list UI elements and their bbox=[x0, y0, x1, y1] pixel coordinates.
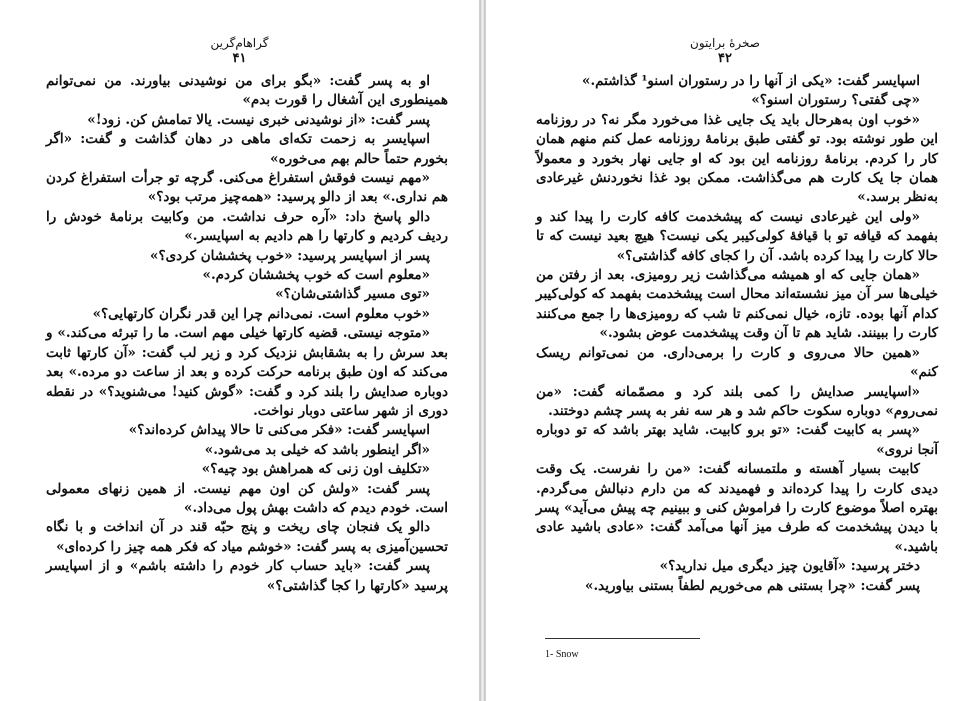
paragraph: «خوب معلوم است. نمی‌دانم چرا این قدر نگران کارتهایی؟» bbox=[92, 305, 430, 322]
page-number: ۴۱ bbox=[232, 51, 247, 66]
paragraph: «معلوم است که خوب پخششان کردم.» bbox=[202, 267, 430, 284]
page-number: ۴۲ bbox=[718, 51, 732, 66]
paragraph: پسر گفت: «چرا بستنی هم می‌خوریم لطفاً بستنی بیاورید.» bbox=[585, 577, 920, 594]
footnote: 1- Snow bbox=[545, 649, 579, 660]
paragraph: «ولی این غیرعادی نیست که پیشخدمت کافه کارت را پیدا کند و بفهمد که قیافه تو با قیافهٔ کولی‌کیبر یکی نیست؟ هیچ بعید نیست که تا حالا کارت را پیدا کرده باشد. آن را کجای کافه گذاشتی؟» bbox=[536, 208, 938, 264]
paragraph: «تکلیف اون زنی که همراهش بود چیه؟» bbox=[201, 461, 430, 478]
paragraph: «اگر اینطور باشد که خیلی بد می‌شود.» bbox=[204, 441, 430, 458]
paragraph: او به پسر گفت: «بگو برای من نوشیدنی بیاورند. من نمی‌توانم همینطوری این آشغال را قورت بدم» bbox=[46, 73, 448, 109]
paragraph: «همان جایی که او همیشه می‌گذاشت زیر رومیزی. بعد از رفتن من خیلی‌ها سر آن میز نشسته‌اند محال است پیشخدمت بفهمد که کولی‌کیبر کدام آنها بوده. تازه، خیال نمی‌کنم تا شب که رومیزی‌ها را جمع می‌کنند کارت را ببینند. شاید هم تا آن وقت پیشخدمت عوض بشود.» bbox=[536, 267, 938, 342]
footnote-rule bbox=[545, 638, 700, 639]
body-text bbox=[46, 72, 448, 596]
paragraph: پسر گفت: «باید حساب کار خودم را داشته باشم» و از اسپایسر پرسید «کارتها را کجا گذاشتی؟» bbox=[46, 558, 448, 594]
paragraph: پسر گفت: «از نوشیدنی خبری نیست. یالا تمامش کن. زود!» bbox=[87, 111, 430, 128]
paragraph: اسپایسر گفت: «یکی از آنها را در رستوران اسنو¹ گذاشتم.» bbox=[582, 73, 920, 89]
paragraph: «متوجه نیستی. قضیه کارتها خیلی مهم است. ما را تبرئه می‌کند.» و بعد سرش را به بشقابش نزدیک کرد و زیر لب گفت: «آن کارتها ثابت می‌کند که اون طبق برنامه حرکت کرده و بعد از ساعت دو مرده.» بعد دوباره صدایش را بلند کرد و گفت: «گوش کنید! می‌شنوید؟» در نقطه دوری از شهر ساعتی دوبار نواخت. bbox=[46, 325, 448, 419]
paragraph: پسر از اسپایسر پرسید: «خوب پخششان کردی؟» bbox=[150, 247, 430, 264]
paragraph: دالو یک فنجان چای ریخت و پنج حبّه قند در آن انداخت و با نگاه تحسین‌آمیزی به پسر گفت: «خوشم میاد که فکر همه چیز را کرده‌ای» bbox=[46, 519, 448, 555]
body-text bbox=[536, 72, 938, 596]
paragraph: اسپایسر به زحمت تکه‌ای ماهی در دهان گذاشت و گفت: «اگر بخورم حتماً حالم بهم می‌خوره» bbox=[46, 131, 448, 167]
paragraph: «چی گفتی؟ رستوران اسنو؟» bbox=[751, 92, 920, 109]
paragraph: «همین حالا می‌روی و کارت را برمی‌داری. من نمی‌توانم ریسک کنم» bbox=[536, 344, 938, 381]
paragraph: دالو پاسخ داد: «آره حرف نداشت. من وکابیت برنامهٔ خودش را ردیف کردیم و کارتها را هم دادیم به اسپایسر.» bbox=[46, 208, 448, 245]
paragraph: «اسپایسر صدایش را کمی بلند کرد و مصمّمانه گفت: «من نمی‌روم» دوباره سکوت حاکم شد و هر سه نفر به پسر چشم دوختند. bbox=[536, 383, 938, 419]
paragraph: کابیت بسیار آهسته و ملتمسانه گفت: «من را نفرست. یک وقت دیدی کارت را پیدا کرده‌اند و فهمیدند که من دارم دنبالش می‌گردم. بهتره اصلاً موضوع کارت را فراموش کنی و ببینیم چه پیش می‌آید» پسر با دیدن پیشخدمت که طرف میز آنها می‌آمد گفت: «عادی باشید عادی باشید.» bbox=[536, 461, 938, 555]
paragraph: پسر گفت: «ولش کن اون مهم نیست. از همین زنهای معمولی است. خودم دیدم که داشت بهش پول می‌داد.» bbox=[46, 480, 448, 516]
paragraph: دختر پرسید: «آقایون چیز دیگری میل ندارید؟» bbox=[659, 558, 920, 575]
paragraph: اسپایسر گفت: «فکر می‌کنی تا حالا پیداش کرده‌اند؟» bbox=[128, 422, 430, 439]
paragraph: «توی مسیر گذاشتی‌شان؟» bbox=[275, 286, 430, 303]
running-head: صخرهٔ برایتون bbox=[690, 36, 760, 50]
paragraph: «پسر به کابیت گفت: «تو برو کابیت. شاید بهتر باشد که تو دوباره آنجا نروی» bbox=[536, 422, 938, 458]
paragraph: «مهم نیست فوقش استفراغ می‌کنی. گرچه تو جرأت استفراغ کردن هم نداری.» بعد از دالو پرسید: «همه‌چیز مرتب بود؟» bbox=[46, 170, 448, 206]
paragraph: «خوب اون به‌هرحال باید یک جایی غذا می‌خورد مگر نه؟ در روزنامه این طور نوشته بود. تو گفتی طبق برنامهٔ روزنامه عمل کنم منهم همان کار را کردم. برنامهٔ روزنامه این بود که او جایی نهار بخورد و معمولاً همان جا یک کارت هم می‌گذاشت. ممکن بود غذا نخوردنش غیرعادی به‌نظر برسد.» bbox=[536, 111, 938, 206]
left-page bbox=[0, 0, 480, 701]
right-page bbox=[485, 0, 964, 701]
running-head: گراهام‌گرین bbox=[210, 36, 269, 50]
